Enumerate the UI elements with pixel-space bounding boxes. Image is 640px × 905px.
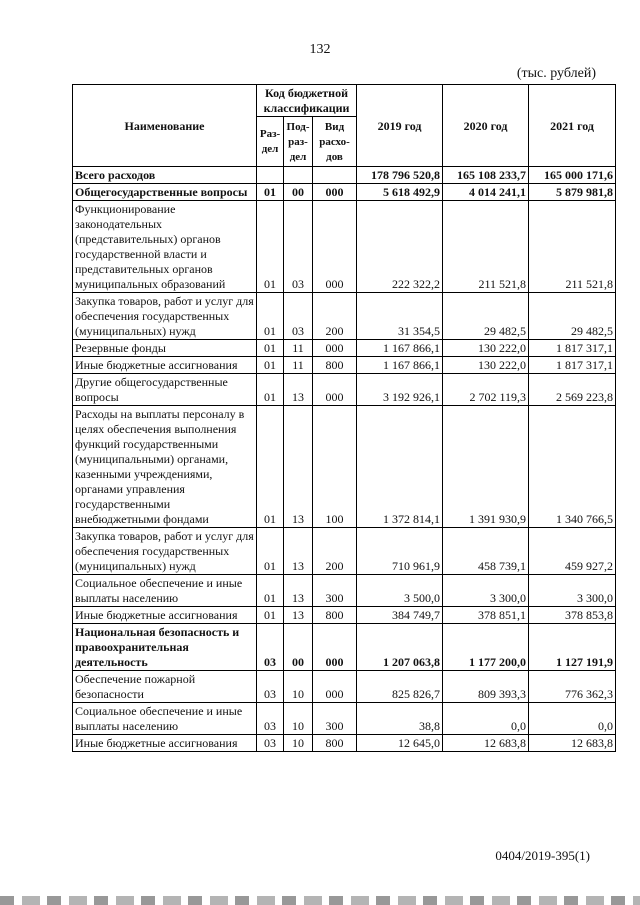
row-value-2020: 2 702 119,3 <box>443 374 529 406</box>
row-value-2019: 222 322,2 <box>357 201 443 293</box>
row-name: Общегосударственные вопросы <box>73 184 257 201</box>
row-value-2021: 1 340 766,5 <box>529 406 616 528</box>
unit-note: (тыс. рублей) <box>516 66 596 81</box>
row-expense-type <box>313 167 357 184</box>
row-section: 01 <box>257 201 284 293</box>
header-2019: 2019 год <box>357 85 443 167</box>
row-subsection: 00 <box>284 184 313 201</box>
row-section: 01 <box>257 374 284 406</box>
page-number: 132 <box>309 42 331 57</box>
row-subsection: 13 <box>284 406 313 528</box>
table-row <box>73 575 616 607</box>
row-value-2020: 1 177 200,0 <box>443 624 529 671</box>
row-value-2020: 378 851,1 <box>443 607 529 624</box>
row-section: 01 <box>257 293 284 340</box>
row-section: 01 <box>257 406 284 528</box>
table-row <box>73 374 616 406</box>
row-name: Иные бюджетные ассигнования <box>73 357 257 374</box>
row-value-2021: 0,0 <box>529 703 616 735</box>
row-value-2019: 178 796 520,8 <box>357 167 443 184</box>
row-value-2020: 809 393,3 <box>443 671 529 703</box>
row-section <box>257 167 284 184</box>
row-value-2021: 165 000 171,6 <box>529 167 616 184</box>
row-name: Социальное обеспечение и иные выплаты населению <box>73 703 257 735</box>
row-section: 03 <box>257 624 284 671</box>
row-value-2019: 825 826,7 <box>357 671 443 703</box>
row-expense-type: 000 <box>313 201 357 293</box>
header-subsection: Под-раз-дел <box>284 117 313 167</box>
table-row <box>73 406 616 528</box>
row-expense-type: 800 <box>313 735 357 752</box>
row-value-2021: 776 362,3 <box>529 671 616 703</box>
row-subsection: 13 <box>284 528 313 575</box>
row-section: 01 <box>257 607 284 624</box>
row-name: Закупка товаров, работ и услуг для обеспечения государственных (муниципальных) нужд <box>73 528 257 575</box>
row-value-2020: 29 482,5 <box>443 293 529 340</box>
row-value-2020: 4 014 241,1 <box>443 184 529 201</box>
row-value-2019: 1 167 866,1 <box>357 357 443 374</box>
scan-edge-artifact <box>0 896 640 905</box>
row-name: Социальное обеспечение и иные выплаты населению <box>73 575 257 607</box>
table-row <box>73 293 616 340</box>
row-value-2019: 12 645,0 <box>357 735 443 752</box>
row-name: Другие общегосударственные вопросы <box>73 374 257 406</box>
row-value-2019: 38,8 <box>357 703 443 735</box>
table-row <box>73 624 616 671</box>
row-subsection: 13 <box>284 607 313 624</box>
table-row <box>73 528 616 575</box>
row-value-2021: 378 853,8 <box>529 607 616 624</box>
row-value-2020: 130 222,0 <box>443 340 529 357</box>
row-name: Обеспечение пожарной безопасности <box>73 671 257 703</box>
row-value-2021: 5 879 981,8 <box>529 184 616 201</box>
table-row <box>73 735 616 752</box>
row-value-2021: 1 817 317,1 <box>529 340 616 357</box>
row-expense-type: 000 <box>313 374 357 406</box>
row-section: 03 <box>257 735 284 752</box>
row-subsection: 11 <box>284 357 313 374</box>
row-value-2019: 5 618 492,9 <box>357 184 443 201</box>
row-expense-type: 800 <box>313 357 357 374</box>
row-section: 01 <box>257 575 284 607</box>
row-subsection: 11 <box>284 340 313 357</box>
header-code-group: Код бюджетной классификации <box>257 85 357 117</box>
row-name: Всего расходов <box>73 167 257 184</box>
row-section: 03 <box>257 671 284 703</box>
table-header <box>73 85 616 167</box>
row-subsection <box>284 167 313 184</box>
row-value-2021: 211 521,8 <box>529 201 616 293</box>
row-subsection: 03 <box>284 293 313 340</box>
row-name: Резервные фонды <box>73 340 257 357</box>
row-value-2021: 1 817 317,1 <box>529 357 616 374</box>
header-2021: 2021 год <box>529 85 616 167</box>
header-expense-type: Вид расхо-дов <box>313 117 357 167</box>
row-expense-type: 100 <box>313 406 357 528</box>
row-name: Национальная безопасность и правоохранительная деятельность <box>73 624 257 671</box>
row-value-2019: 1 207 063,8 <box>357 624 443 671</box>
row-section: 01 <box>257 184 284 201</box>
row-value-2021: 459 927,2 <box>529 528 616 575</box>
row-subsection: 10 <box>284 703 313 735</box>
header-2020: 2020 год <box>443 85 529 167</box>
row-value-2019: 31 354,5 <box>357 293 443 340</box>
table-row <box>73 703 616 735</box>
row-value-2019: 1 167 866,1 <box>357 340 443 357</box>
row-value-2020: 211 521,8 <box>443 201 529 293</box>
table-row <box>73 607 616 624</box>
row-expense-type: 000 <box>313 340 357 357</box>
row-value-2020: 130 222,0 <box>443 357 529 374</box>
row-value-2020: 1 391 930,9 <box>443 406 529 528</box>
row-value-2020: 3 300,0 <box>443 575 529 607</box>
header-section: Раз-дел <box>257 117 284 167</box>
document-code: 0404/2019-395(1) <box>495 848 590 863</box>
table-row <box>73 340 616 357</box>
row-subsection: 00 <box>284 624 313 671</box>
row-expense-type: 300 <box>313 575 357 607</box>
row-section: 01 <box>257 340 284 357</box>
header-name: Наименование <box>73 85 257 167</box>
row-value-2019: 710 961,9 <box>357 528 443 575</box>
row-subsection: 10 <box>284 671 313 703</box>
row-value-2019: 384 749,7 <box>357 607 443 624</box>
row-subsection: 10 <box>284 735 313 752</box>
row-subsection: 13 <box>284 575 313 607</box>
row-value-2020: 0,0 <box>443 703 529 735</box>
row-value-2021: 1 127 191,9 <box>529 624 616 671</box>
row-expense-type: 000 <box>313 671 357 703</box>
row-value-2021: 29 482,5 <box>529 293 616 340</box>
row-name: Иные бюджетные ассигнования <box>73 607 257 624</box>
table-row <box>73 167 616 184</box>
row-value-2021: 12 683,8 <box>529 735 616 752</box>
budget-table <box>72 84 616 752</box>
row-value-2020: 12 683,8 <box>443 735 529 752</box>
row-section: 01 <box>257 528 284 575</box>
row-value-2019: 1 372 814,1 <box>357 406 443 528</box>
table-row <box>73 184 616 201</box>
row-expense-type: 200 <box>313 293 357 340</box>
row-value-2021: 2 569 223,8 <box>529 374 616 406</box>
row-subsection: 13 <box>284 374 313 406</box>
row-expense-type: 000 <box>313 624 357 671</box>
row-expense-type: 800 <box>313 607 357 624</box>
row-value-2020: 165 108 233,7 <box>443 167 529 184</box>
row-value-2019: 3 192 926,1 <box>357 374 443 406</box>
row-value-2020: 458 739,1 <box>443 528 529 575</box>
row-section: 03 <box>257 703 284 735</box>
row-name: Расходы на выплаты персоналу в целях обеспечения выполнения функций государственными (муниципальными) органами, казенными учреждениями, органами управления государственными внебюджетными фондами <box>73 406 257 528</box>
row-value-2021: 3 300,0 <box>529 575 616 607</box>
row-name: Закупка товаров, работ и услуг для обеспечения государственных (муниципальных) нужд <box>73 293 257 340</box>
row-expense-type: 000 <box>313 184 357 201</box>
table-row <box>73 357 616 374</box>
table-body <box>73 167 616 752</box>
table-row <box>73 671 616 703</box>
row-value-2019: 3 500,0 <box>357 575 443 607</box>
row-subsection: 03 <box>284 201 313 293</box>
row-expense-type: 300 <box>313 703 357 735</box>
row-section: 01 <box>257 357 284 374</box>
table-row <box>73 201 616 293</box>
row-name: Функционирование законодательных (представительных) органов государственной власти и представительных органов муниципальных образований <box>73 201 257 293</box>
row-expense-type: 200 <box>313 528 357 575</box>
row-name: Иные бюджетные ассигнования <box>73 735 257 752</box>
